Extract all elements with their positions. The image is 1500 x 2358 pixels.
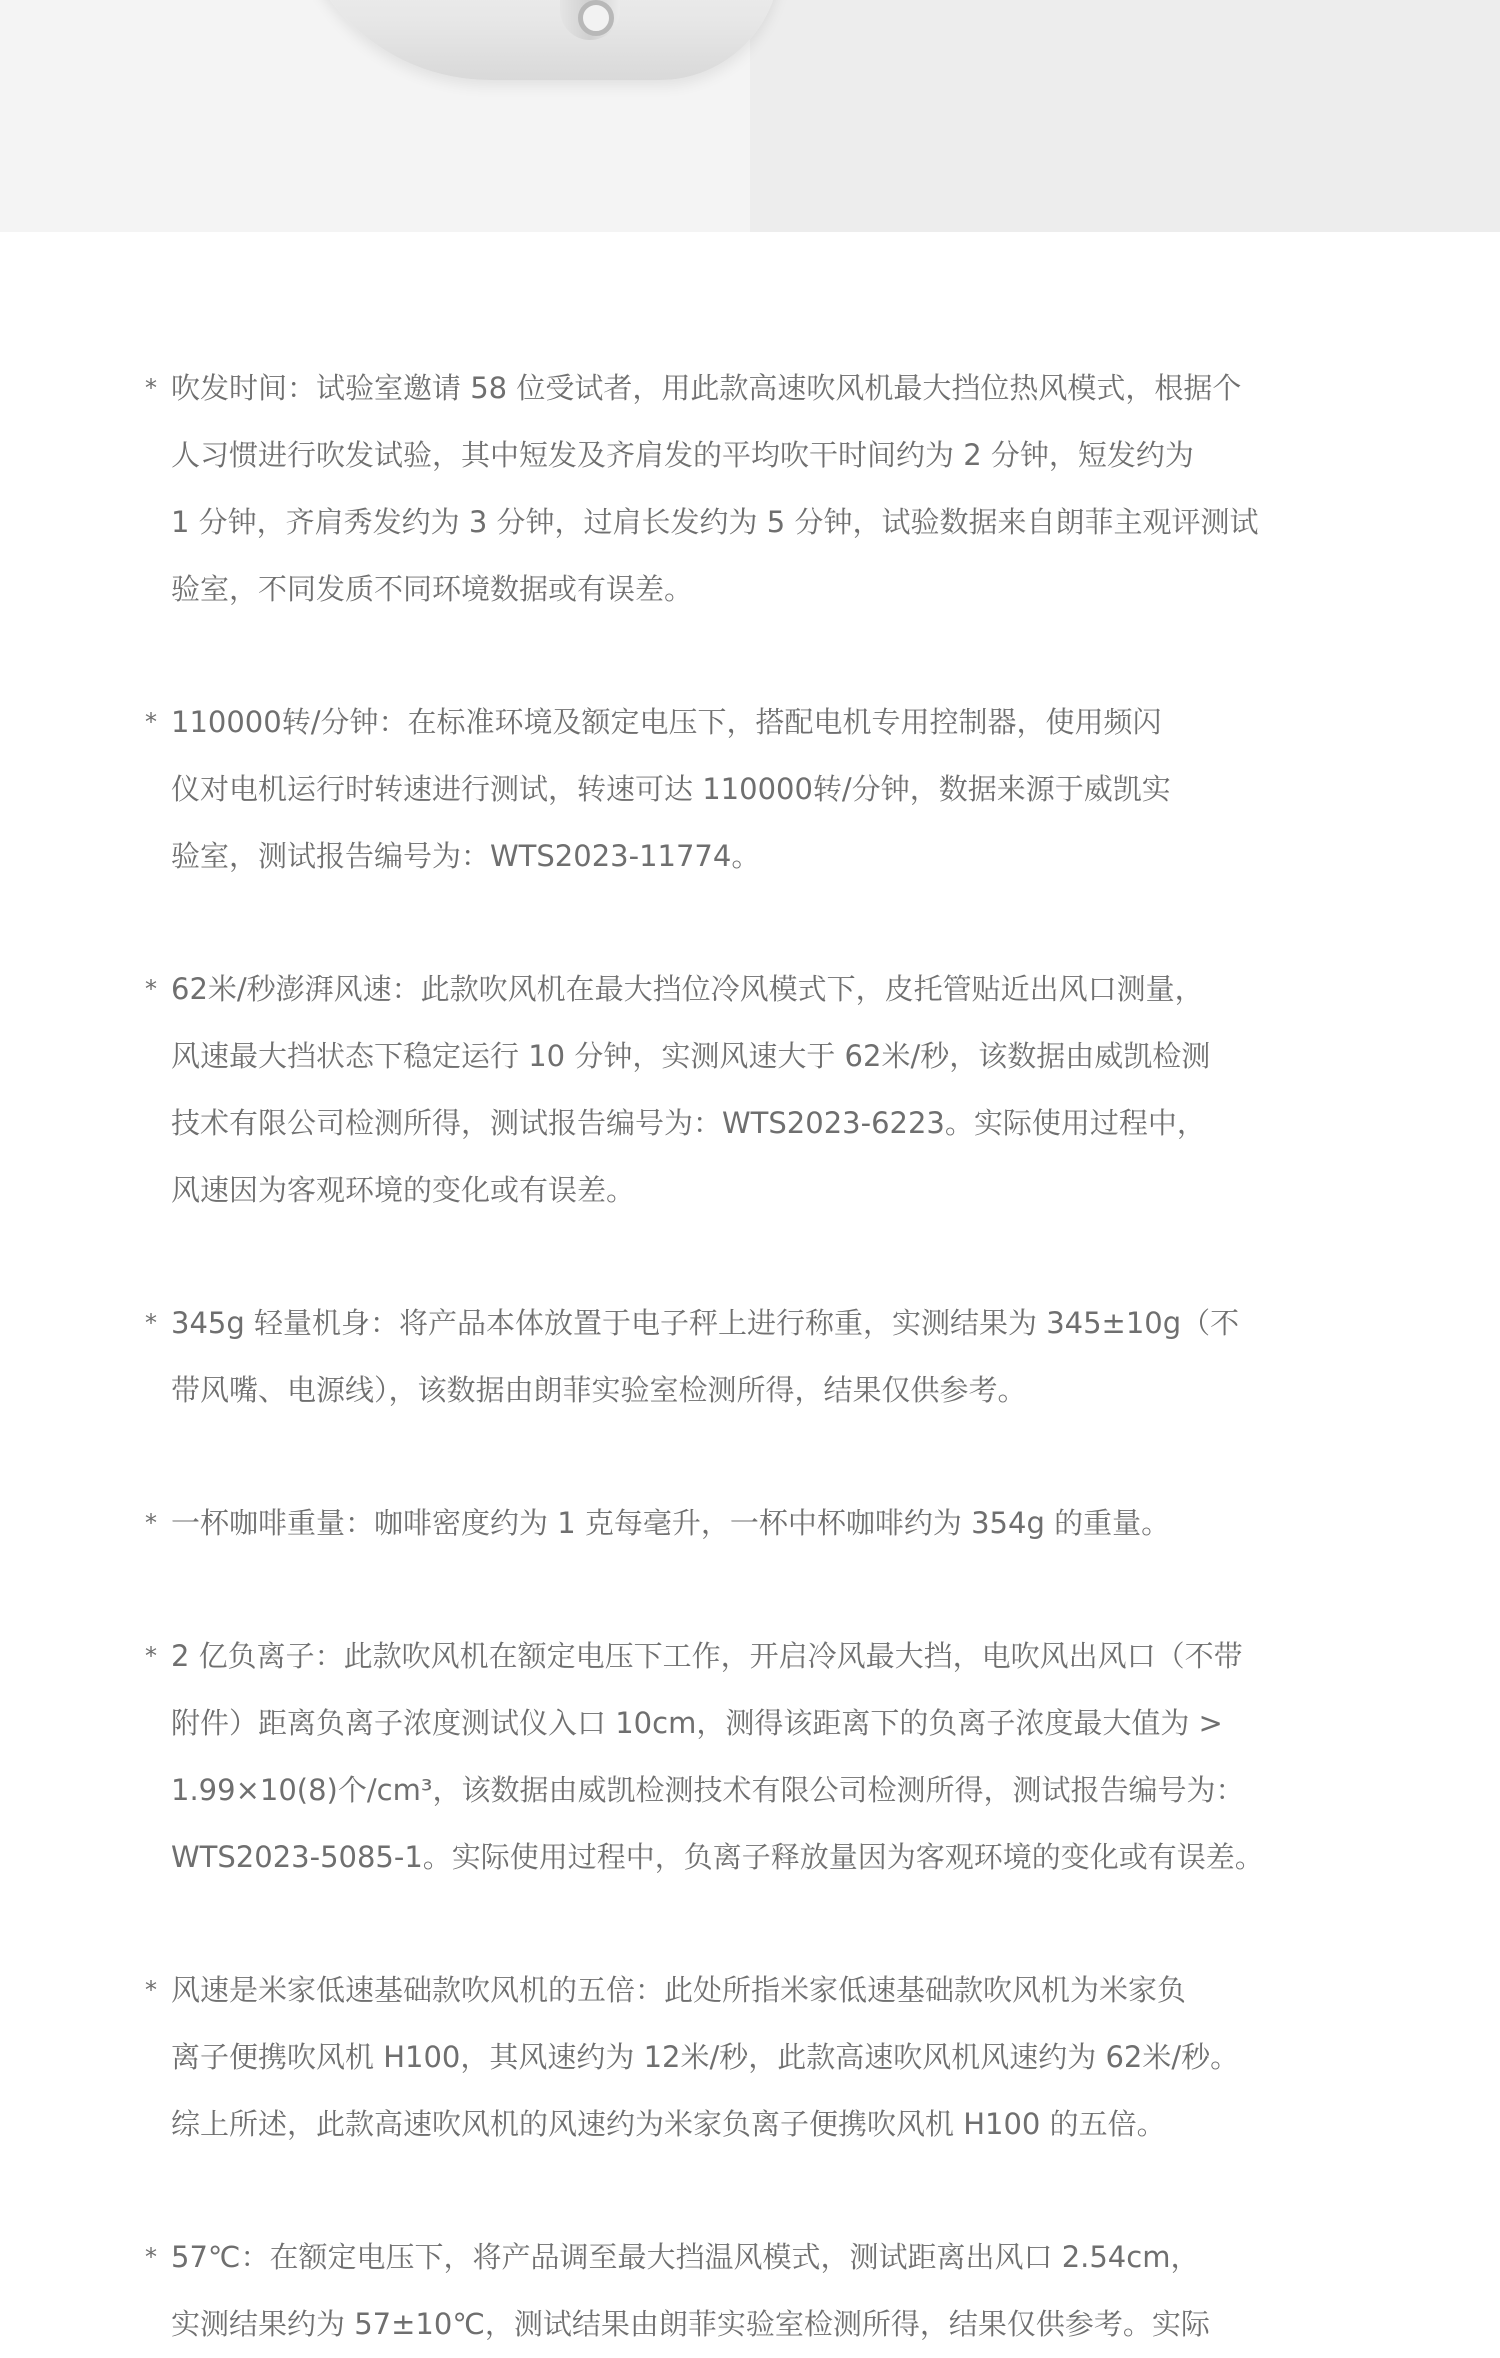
hair-dryer-body-image — [290, 0, 780, 80]
footnote-item — [145, 689, 1375, 890]
footnotes-list — [145, 355, 1375, 2358]
footnote-line: 一杯咖啡重量：咖啡密度约为 1 克每毫升，一杯中杯咖啡约为 354g 的重量。 — [171, 1506, 1171, 1540]
footnote-marker: * — [145, 374, 157, 402]
footnote-line: 2 亿负离子：此款吹风机在额定电压下工作，开启冷风最大挡，电吹风出风口（不带 — [171, 1639, 1243, 1673]
footnote-item — [145, 355, 1375, 623]
hair-dryer-ring-image — [578, 0, 614, 36]
footnote-line: WTS2023-5085-1。实际使用过程中，负离子释放量因为客观环境的变化或有误差。 — [171, 1840, 1264, 1874]
footnote-line: 风速因为客观环境的变化或有误差。 — [171, 1173, 636, 1207]
footnote-item — [145, 1490, 1375, 1557]
footnote-marker: * — [145, 1509, 157, 1537]
footnote-marker: * — [145, 708, 157, 736]
footnote-line: 110000转/分钟：在标准环境及额定电压下，搭配电机专用控制器，使用频闪 — [171, 705, 1162, 739]
footnote-item — [145, 1623, 1375, 1891]
footnote-item — [145, 2224, 1375, 2358]
footnote-line: 仪对电机运行时转速进行测试，转速可达 110000转/分钟，数据来源于威凯实 — [171, 772, 1171, 806]
footnote-line: 345g 轻量机身：将产品本体放置于电子秤上进行称重，实测结果为 345±10g（不 — [171, 1306, 1240, 1340]
product-hero-image — [0, 0, 1500, 232]
footnote-line: 1 分钟，齐肩秀发约为 3 分钟，过肩长发约为 5 分钟，试验数据来自朗菲主观评测试 — [171, 505, 1259, 539]
footnote-line: 风速最大挡状态下稳定运行 10 分钟，实测风速大于 62米/秒，该数据由威凯检测 — [171, 1039, 1211, 1073]
footnote-line: 1.99×10(8)个/cm³，该数据由威凯检测技术有限公司检测所得，测试报告编号为： — [171, 1773, 1245, 1807]
footnote-line: 吹发时间：试验室邀请 58 位受试者，用此款高速吹风机最大挡位热风模式，根据个 — [171, 371, 1242, 405]
footnote-line: 离子便携吹风机 H100，其风速约为 12米/秒，此款高速吹风机风速约为 62米/秒。 — [171, 2040, 1240, 2074]
footnote-item — [145, 1290, 1375, 1424]
footnote-line: 验室，测试报告编号为：WTS2023-11774。 — [171, 839, 761, 873]
footnote-line: 人习惯进行吹发试验，其中短发及齐肩发的平均吹干时间约为 2 分钟，短发约为 — [171, 438, 1194, 472]
footnote-line: 57℃：在额定电压下，将产品调至最大挡温风模式，测试距离出风口 2.54cm， — [171, 2240, 1200, 2274]
footnote-line: 技术有限公司检测所得，测试报告编号为：WTS2023-6223。实际使用过程中， — [171, 1106, 1206, 1140]
footnote-marker: * — [145, 2243, 157, 2271]
footnote-marker: * — [145, 975, 157, 1003]
footnote-marker: * — [145, 1642, 157, 1670]
footnote-marker: * — [145, 1309, 157, 1337]
footnote-line: 风速是米家低速基础款吹风机的五倍：此处所指米家低速基础款吹风机为米家负 — [171, 1973, 1187, 2007]
footnote-item — [145, 1957, 1375, 2158]
footnote-item — [145, 956, 1375, 1224]
footnote-line: 附件）距离负离子浓度测试仪入口 10cm，测得该距离下的负离子浓度最大值为 > — [171, 1706, 1223, 1740]
footnote-line: 62米/秒澎湃风速：此款吹风机在最大挡位冷风模式下，皮托管贴近出风口测量， — [171, 972, 1204, 1006]
footnote-marker: * — [145, 1976, 157, 2004]
footnote-line: 带风嘴、电源线），该数据由朗菲实验室检测所得，结果仅供参考。 — [171, 1373, 1027, 1407]
footnote-line: 综上所述，此款高速吹风机的风速约为米家负离子便携吹风机 H100 的五倍。 — [171, 2107, 1166, 2141]
hero-right-panel — [750, 0, 1500, 232]
footnote-line: 实测结果约为 57±10℃，测试结果由朗菲实验室检测所得，结果仅供参考。实际 — [171, 2307, 1210, 2341]
footnote-line: 验室，不同发质不同环境数据或有误差。 — [171, 572, 694, 606]
